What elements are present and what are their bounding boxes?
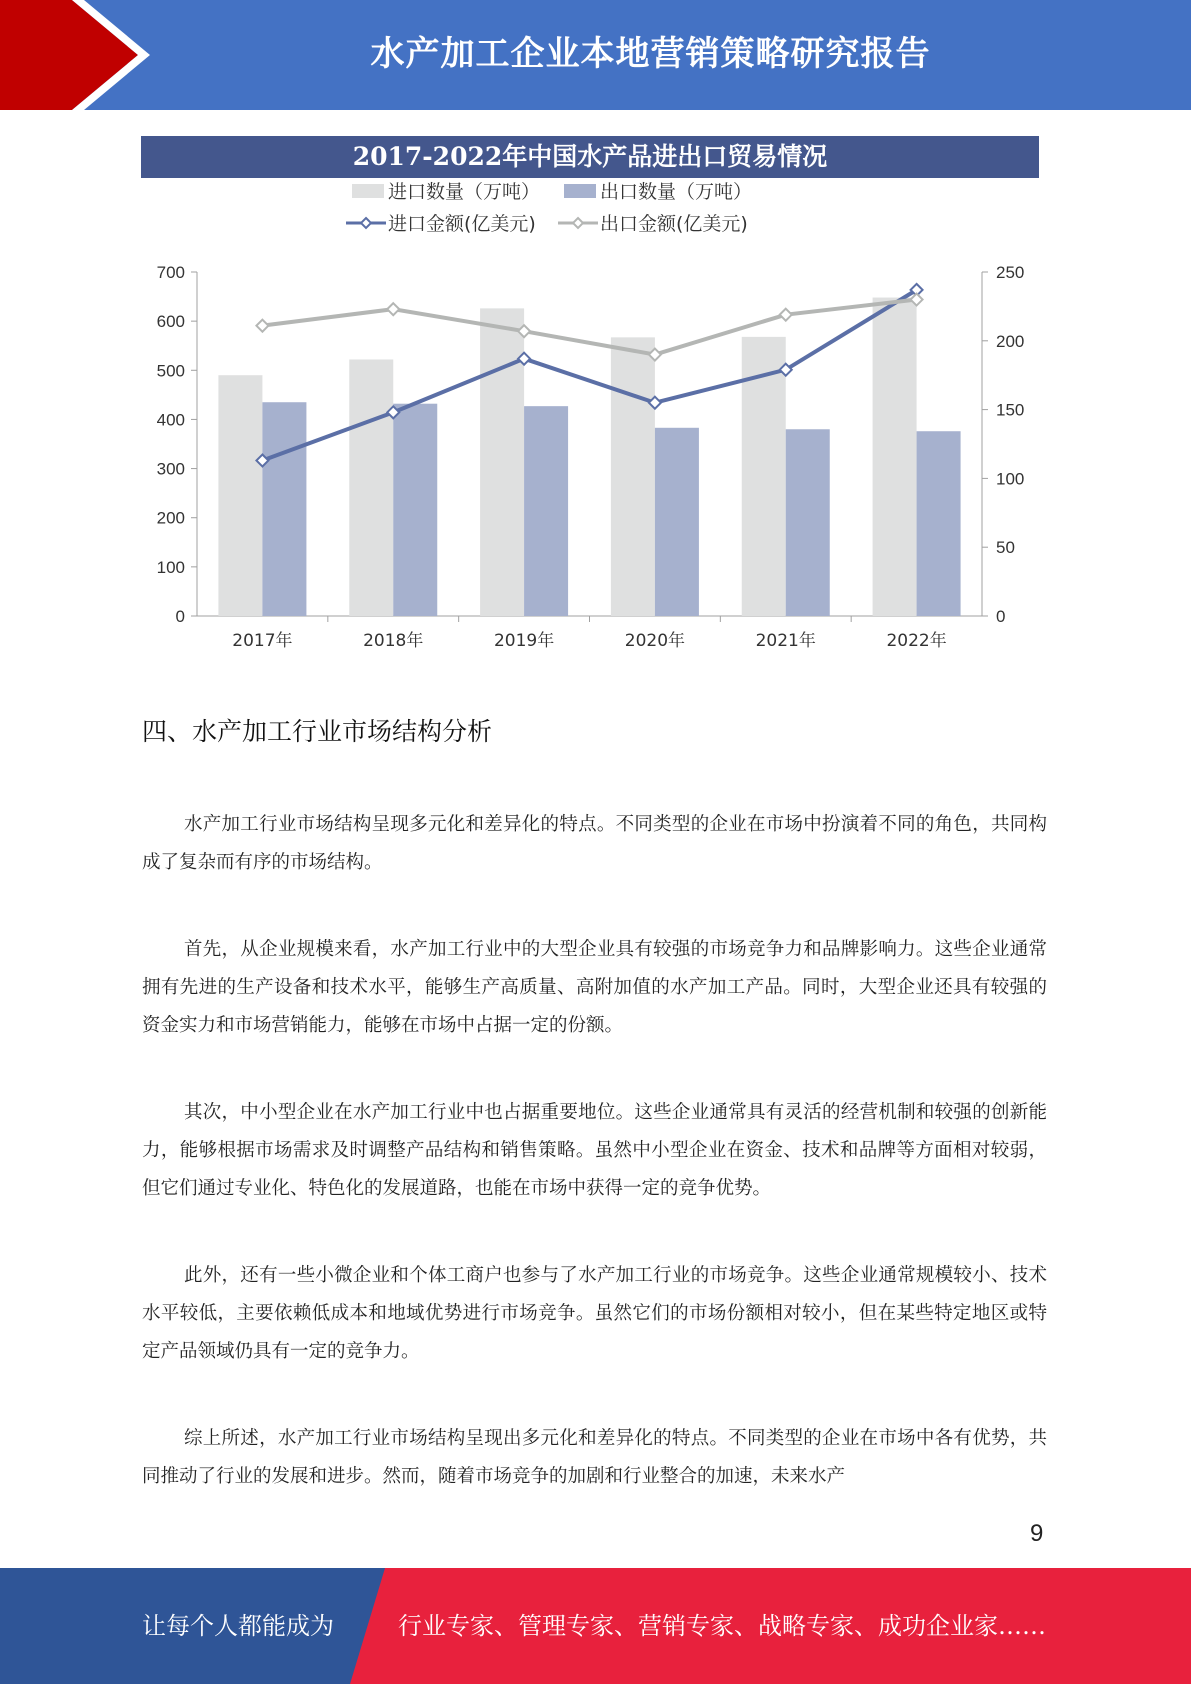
bar-export-volume	[262, 402, 306, 616]
bar-export-volume	[786, 429, 830, 616]
x-tick-label: 2018年	[363, 631, 424, 651]
page-header	[0, 0, 1191, 110]
y-right-tick-label: 250	[996, 263, 1025, 282]
paragraph: 水产加工行业市场结构呈现多元化和差异化的特点。不同类型的企业在市场中扮演着不同的角色，共同构成了复杂而有序的市场结构。	[142, 814, 1047, 873]
footer-slogan-right: 行业专家、管理专家、营销专家、战略专家、成功企业家……	[398, 1612, 1046, 1640]
x-tick-label: 2020年	[624, 631, 686, 651]
body-content	[142, 806, 1047, 1545]
y-right-tick-label: 50	[996, 538, 1015, 558]
legend-swatch-import-volume	[352, 184, 384, 198]
point-export-value	[256, 320, 268, 332]
x-tick-label: 2019年	[493, 631, 555, 651]
bar-import-volume	[349, 359, 393, 616]
paragraph: 综上所述，水产加工行业市场结构呈现出多元化和差异化的特点。不同类型的企业在市场中各有优势，共同推动了行业的发展和进步。然而，随着市场竞争的加剧和行业整合的加速，未来水产	[142, 1428, 1047, 1487]
bar-import-volume	[873, 298, 917, 616]
y-left-tick-label: 200	[156, 508, 185, 528]
y-left-tick-label: 300	[156, 459, 185, 479]
section-title: 四、水产加工行业市场结构分析	[142, 717, 493, 746]
legend-label-export-volume: 出口数量（万吨）	[600, 181, 753, 203]
legend-label-import-volume: 进口数量（万吨）	[388, 181, 541, 203]
footer-slogan-left: 让每个人都能成为	[142, 1612, 334, 1640]
x-tick-label: 2022年	[886, 631, 947, 651]
y-left-tick-label: 0	[175, 607, 185, 626]
y-left-tick-label: 400	[156, 410, 185, 430]
bar-export-volume	[393, 404, 437, 616]
document-title: 水产加工企业本地营销策略研究报告	[370, 34, 931, 74]
bar-import-volume	[218, 375, 262, 616]
bar-import-volume	[480, 308, 524, 616]
bar-export-volume	[524, 406, 568, 616]
y-left-tick-label: 700	[156, 263, 185, 282]
legend-marker-import-value	[361, 218, 371, 228]
line-export-value	[262, 300, 916, 355]
y-left-tick-label: 600	[156, 312, 185, 332]
x-tick-label: 2021年	[755, 631, 816, 651]
legend-label-import-value: 进口金额(亿美元)	[388, 213, 536, 235]
y-left-tick-label: 100	[156, 557, 185, 577]
y-left-tick-label: 500	[156, 361, 185, 381]
paragraph: 此外，还有一些小微企业和个体工商户也参与了水产加工行业的市场竞争。这些企业通常规模较小、技术水平较低，主要依赖低成本和地域优势进行市场竞争。虽然它们的市场份额相对较小，但在某些特定地区或特定产品领域仍具有一定的竞争力。	[142, 1265, 1047, 1362]
legend-label-export-value: 出口金额(亿美元)	[600, 213, 748, 235]
bar-import-volume	[611, 337, 655, 616]
y-right-tick-label: 0	[996, 607, 1006, 626]
point-export-value	[387, 303, 399, 315]
legend-swatch-export-volume	[564, 184, 596, 198]
y-right-tick-label: 150	[996, 400, 1025, 420]
bar-export-volume	[917, 431, 961, 616]
page-number: 9	[1030, 1520, 1044, 1547]
page-footer	[0, 1568, 1191, 1684]
chart-svg	[140, 136, 1040, 656]
legend-marker-export-value	[573, 218, 583, 228]
paragraph: 其次，中小型企业在水产加工行业中也占据重要地位。这些企业通常具有灵活的经营机制和较强的创新能力，能够根据市场需求及时调整产品结构和销售策略。虽然中小型企业在资金、技术和品牌等方面相对较弱，但它们通过专业化、特色化的发展道路，也能在市场中获得一定的竞争优势。	[142, 1102, 1047, 1199]
trade-chart	[140, 136, 1040, 656]
paragraph: 首先，从企业规模来看，水产加工行业中的大型企业具有较强的市场竞争力和品牌影响力。这些企业通常拥有先进的生产设备和技术水平，能够生产高质量、高附加值的水产加工产品。同时，大型企业还具有较强的资金实力和市场营销能力，能够在市场中占据一定的份额。	[142, 939, 1047, 1036]
y-right-tick-label: 100	[996, 469, 1025, 489]
y-right-tick-label: 200	[996, 331, 1025, 351]
chart-title: 2017-2022年中国水产品进出口贸易情况	[141, 136, 1039, 178]
bar-export-volume	[655, 428, 699, 616]
header-arrow-decoration	[0, 0, 150, 110]
point-export-value	[780, 309, 792, 321]
x-tick-label: 2017年	[232, 631, 293, 651]
